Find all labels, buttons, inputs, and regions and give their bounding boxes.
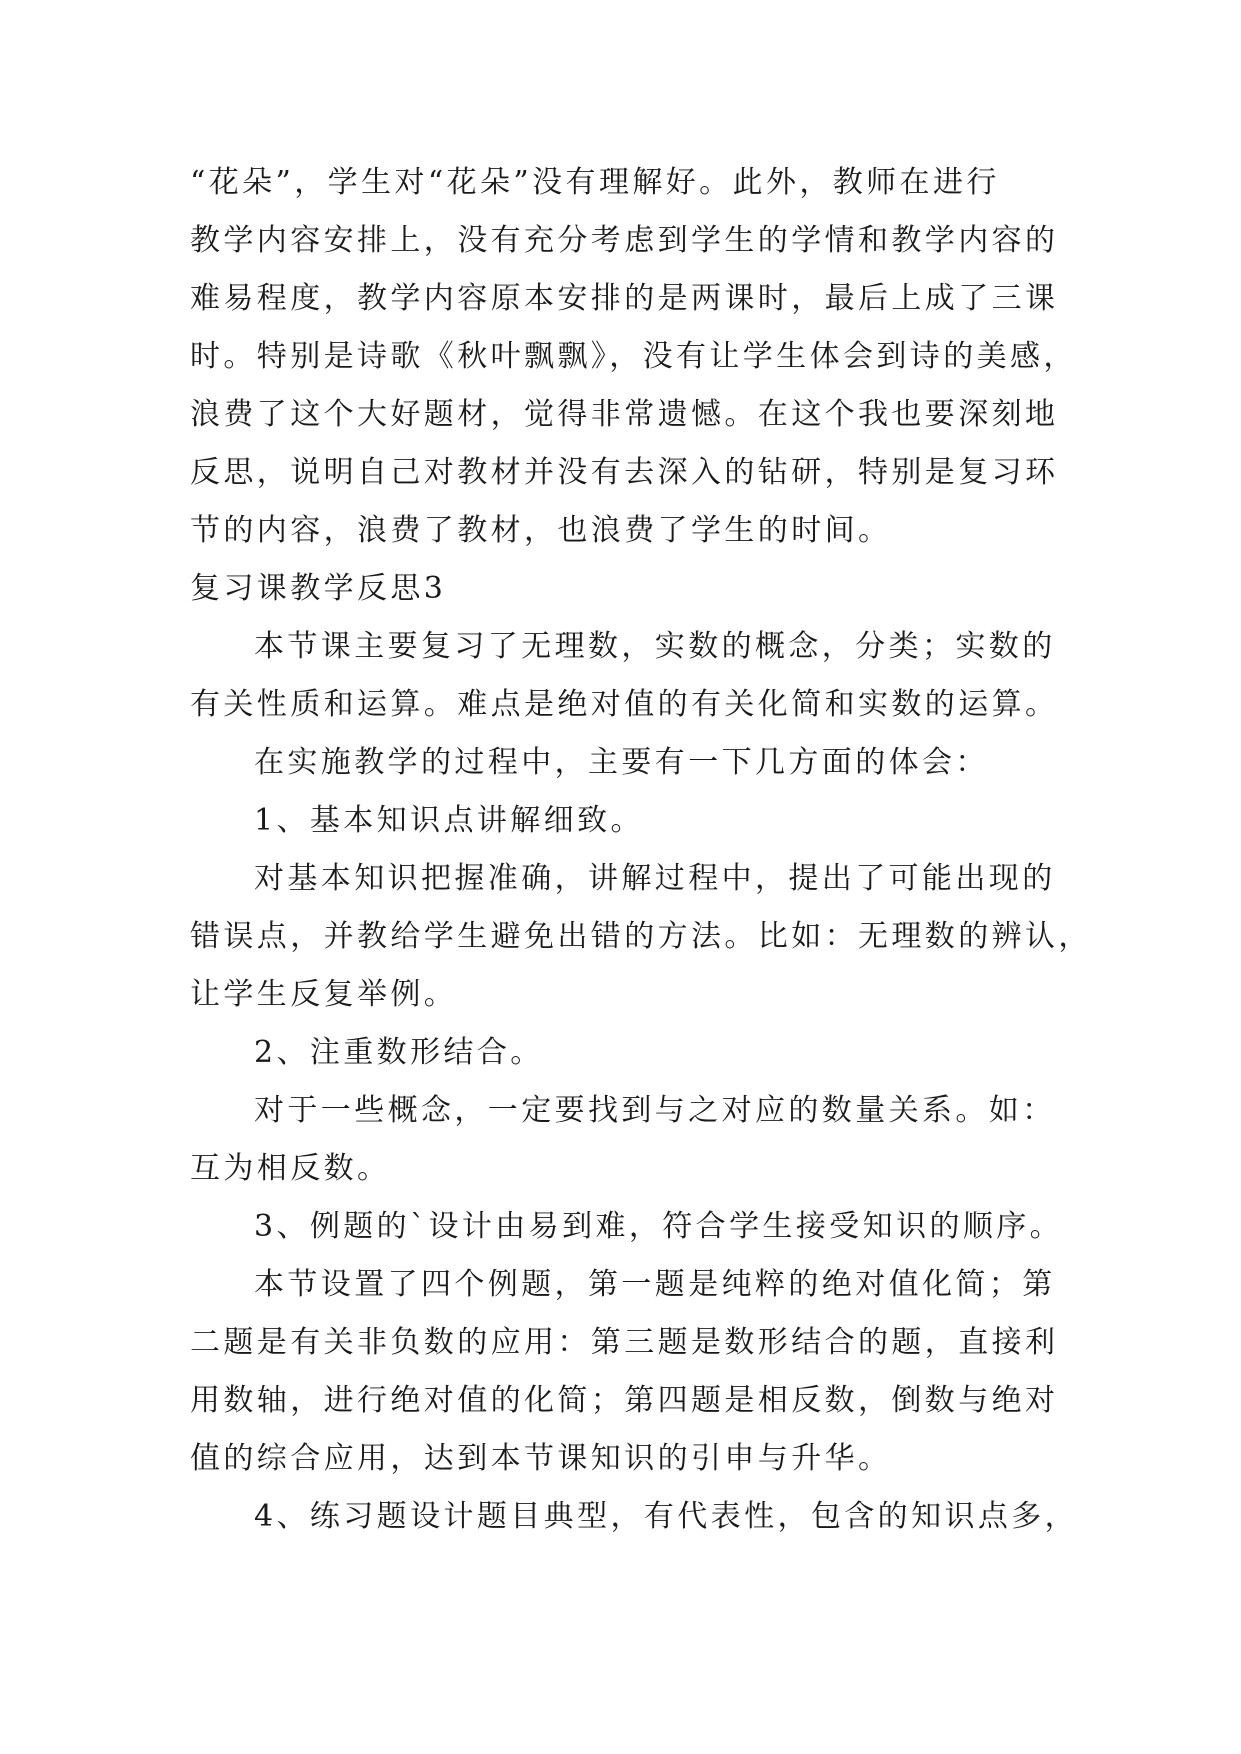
text-line: 1、基本知识点讲解细致。	[254, 803, 644, 838]
section-heading: 复习课教学反思3	[190, 571, 447, 606]
text-line: 时。特别是诗歌《秋叶飘飘》，没有让学生体会到诗的美感，	[190, 339, 1077, 374]
text-line: 互为相反数。	[190, 1151, 391, 1186]
text-line: 有关性质和运算。难点是绝对值的有关化简和实数的运算。	[190, 687, 1059, 722]
text-line: 对于一些概念，一定要找到与之对应的数量关系。如：	[254, 1093, 1056, 1128]
text-line: 值的综合应用，达到本节课知识的引申与升华。	[190, 1441, 892, 1476]
text-line: 3、例题的`设计由易到难，符合学生接受知识的顺序。	[254, 1209, 1064, 1244]
document-body	[190, 154, 1092, 1546]
text-line: 对基本知识把握准确，讲解过程中，提出了可能出现的	[254, 861, 1056, 896]
text-line: 二题是有关非负数的应用：第三题是数形结合的题，直接利	[190, 1325, 1059, 1360]
text-line: 4、练习题设计题目典型，有代表性，包含的知识点多，	[254, 1499, 1079, 1534]
text-line: 错误点，并教给学生避免出错的方法。比如：无理数的辨认，	[190, 919, 1092, 954]
text-line: 在实施教学的过程中，主要有一下几方面的体会：	[254, 745, 989, 780]
text-line: 用数轴，进行绝对值的化简；第四题是相反数，倒数与绝对	[190, 1383, 1059, 1418]
text-line: 浪费了这个大好题材，觉得非常遗憾。在这个我也要深刻地	[190, 397, 1059, 432]
text-line: “花朵”，学生对“花朵”没有理解好。此外，教师在进行	[190, 165, 1000, 200]
text-line: 难易程度，教学内容原本安排的是两课时，最后上成了三课	[190, 281, 1059, 316]
text-line: 教学内容安排上，没有充分考虑到学生的学情和教学内容的	[190, 223, 1059, 258]
text-line: 本节课主要复习了无理数，实数的概念，分类；实数的	[254, 629, 1056, 664]
text-line: 让学生反复举例。	[190, 977, 458, 1012]
text-line: 本节设置了四个例题，第一题是纯粹的绝对值化简；第	[254, 1267, 1056, 1302]
text-line: 2、注重数形结合。	[254, 1035, 544, 1070]
text-line: 节的内容，浪费了教材，也浪费了学生的时间。	[190, 513, 892, 548]
text-line: 反思，说明自己对教材并没有去深入的钻研，特别是复习环	[190, 455, 1059, 490]
